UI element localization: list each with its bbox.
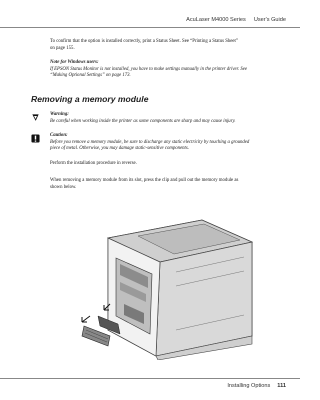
header-product: AcuLaser M4000 Series bbox=[186, 17, 246, 23]
caution-note bbox=[50, 133, 282, 153]
header-guide: User's Guide bbox=[253, 17, 286, 23]
warning-title: Warning: bbox=[50, 112, 69, 117]
windows-note-line-2: “Making Optional Settings” on page 173. bbox=[50, 73, 131, 79]
caution-line-2: piece of metal. Otherwise, you may damage static-sensitive components. bbox=[50, 146, 189, 152]
windows-note-title: Note for Windows users: bbox=[50, 60, 99, 65]
caution-exclamation-icon bbox=[31, 134, 40, 143]
caution-title: Caution: bbox=[50, 133, 68, 138]
intro-line-1: To confirm that the option is installed correctly, print a Status Sheet. See “Printing a Status Sheet” bbox=[50, 39, 238, 44]
warning-note bbox=[50, 112, 282, 125]
removal-paragraph bbox=[50, 178, 282, 191]
windows-note-line-1: If EPSON Status Monitor is not installed, you have to make settings manually in the printer driver. See bbox=[50, 66, 248, 72]
printer-memory-removal-illustration bbox=[80, 212, 255, 360]
removal-line-1: When removing a memory module from its slot, press the clip and pull out the memory module as bbox=[50, 178, 239, 183]
running-footer bbox=[227, 383, 286, 389]
intro-line-2: on page 155. bbox=[50, 45, 75, 51]
windows-note bbox=[50, 60, 282, 80]
warning-text: Be careful when working inside the printer as some components are sharp and may cause injury. bbox=[50, 118, 236, 124]
warning-hand-icon bbox=[31, 113, 40, 122]
intro-paragraph bbox=[50, 39, 282, 52]
procedure-text: Perform the installation procedure in reverse. bbox=[50, 161, 137, 166]
page-number: 111 bbox=[277, 383, 286, 389]
footer-divider bbox=[0, 378, 300, 379]
running-header bbox=[186, 17, 286, 23]
section-heading: Removing a memory module bbox=[31, 94, 149, 104]
caution-line-1: Before you remove a memory module, be sure to discharge any static electricity by touching a grounded bbox=[50, 139, 250, 145]
removal-line-2: shown below. bbox=[50, 184, 77, 190]
header-divider bbox=[0, 27, 300, 28]
footer-section: Installing Options bbox=[227, 383, 271, 389]
